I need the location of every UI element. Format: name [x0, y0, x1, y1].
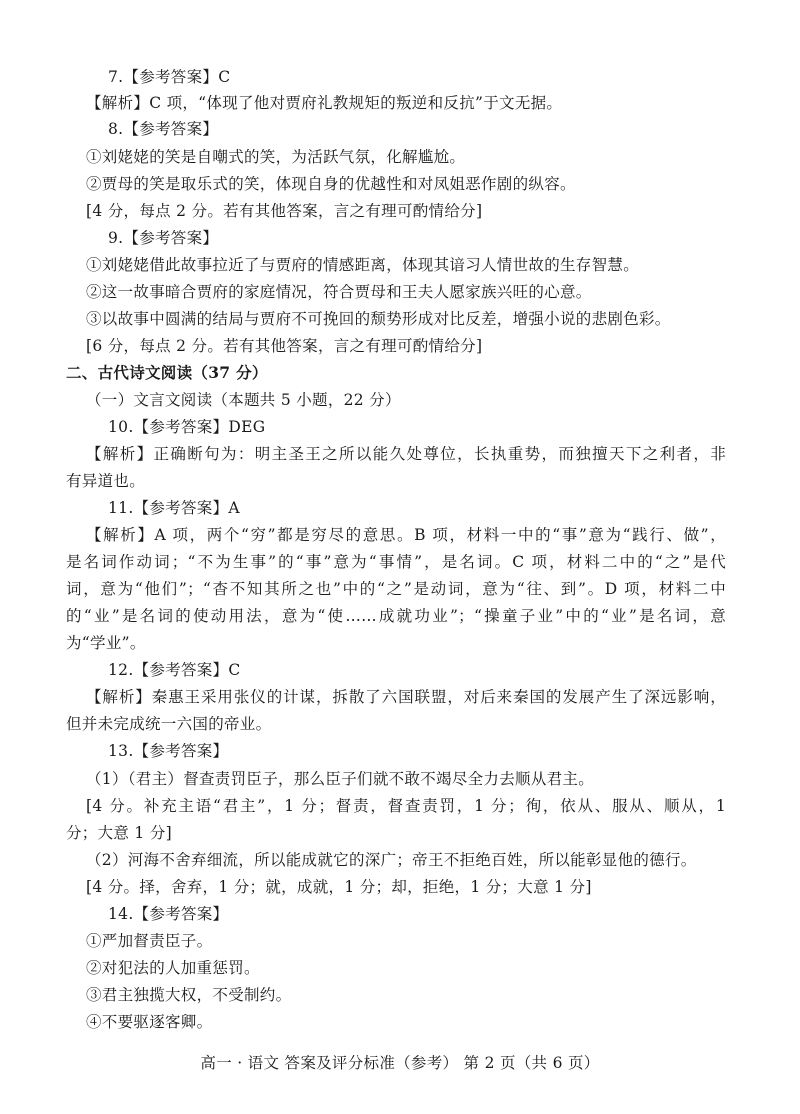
- q9-answer: 9.【参考答案】: [108, 229, 219, 247]
- q8-point-1: ①刘姥姥的笑是自嘲式的笑，为活跃气氛，化解尴尬。: [86, 148, 466, 166]
- q11-analysis-line-5: 为“学业”。: [66, 634, 146, 652]
- q8-point-2: ②贾母的笑是取乐式的笑，体现自身的优越性和对凤姐恶作剧的纵容。: [86, 175, 576, 193]
- q13-part-2-scoring: [4 分。择，舍弃，1 分；就，成就，1 分；却，拒绝，1 分；大意 1 分]: [86, 878, 592, 896]
- q10-analysis-line-1: 【解析】正确断句为：明主圣王之所以能久处尊位，长执重势，而独擅天下之利者，非: [86, 445, 726, 463]
- q12-analysis-line-1: 【解析】秦惠王采用张仪的计谋，拆散了六国联盟，对后来秦国的发展产生了深远影响，: [86, 688, 726, 706]
- q9-point-1: ①刘姥姥借此故事拉近了与贾府的情感距离，体现其谙习人情世故的生存智慧。: [86, 256, 640, 274]
- q7-analysis: 【解析】C 项，“体现了他对贾府礼教规矩的叛逆和反抗”于文无据。: [86, 94, 563, 112]
- q11-analysis-line-2: 是名词作动词；“不为生事”的“事”意为“事情”，是名词。C 项，材料二中的“之”是代: [66, 553, 726, 571]
- section-heading: 二、古代诗文阅读（37 分）: [66, 363, 268, 382]
- q9-point-3: ③以故事中圆满的结局与贾府不可挽回的颓势形成对比反差，增强小说的悲剧色彩。: [86, 310, 671, 328]
- q10-analysis-line-2: 有异道也。: [66, 472, 146, 490]
- q11-analysis-line-1: 【解析】A 项，两个“穷”都是穷尽的意思。B 项，材料一中的“事”意为“践行、做”，: [86, 526, 726, 544]
- q9-point-2: ②这一故事暗合贾府的家庭情况，符合贾母和王夫人愿家族兴旺的心意。: [86, 283, 592, 301]
- subsection-heading: （一）文言文阅读（本题共 5 小题，22 分）: [86, 391, 401, 409]
- page-footer: 高一 · 语文 答案及评分标准（参考） 第 2 页（共 6 页）: [200, 1054, 600, 1072]
- q8-answer: 8.【参考答案】: [108, 120, 219, 138]
- q13-part-2: （2）河海不舍弃细流，所以能成就它的深广；帝王不拒绝百姓，所以能彰显他的德行。: [86, 851, 697, 869]
- q9-scoring: [6 分，每点 2 分。若有其他答案，言之有理可酌情给分]: [86, 337, 483, 355]
- q13-part-1-scoring-line-2: 分；大意 1 分]: [66, 824, 172, 842]
- q14-point-3: ③君主独揽大权，不受制约。: [86, 986, 292, 1004]
- q12-analysis-line-2: 但并未完成统一六国的帝业。: [66, 715, 272, 733]
- q12-answer: 12.【参考答案】C: [108, 661, 241, 679]
- q14-point-4: ④不要驱逐客卿。: [86, 1013, 213, 1031]
- q13-part-1: （1）（君主）督查责罚臣子，那么臣子们就不敢不竭尽全力去顺从君主。: [86, 770, 595, 788]
- q14-point-1: ①严加督责臣子。: [86, 932, 213, 950]
- q11-analysis-line-3: 词，意为“他们”；“杳不知其所之也”中的“之”是动词，意为“往、到”。D 项，材料二中: [66, 580, 726, 598]
- q8-scoring: [4 分，每点 2 分。若有其他答案，言之有理可酌情给分]: [86, 202, 483, 220]
- q14-answer: 14.【参考答案】: [108, 905, 229, 923]
- q13-answer: 13.【参考答案】: [108, 742, 229, 760]
- q11-answer: 11.【参考答案】A: [108, 499, 240, 517]
- q7-answer: 7.【参考答案】C: [108, 68, 231, 86]
- q11-analysis-line-4: 的“业”是名词的使动用法，意为“使……成就功业”；“操童子业”中的“业”是名词，意: [66, 607, 726, 625]
- q14-point-2: ②对犯法的人加重惩罚。: [86, 959, 260, 977]
- q10-answer: 10.【参考答案】DEG: [108, 418, 266, 436]
- q13-part-1-scoring-line-1: [4 分。补充主语“君主”，1 分；督责，督查责罚，1 分；徇，依从、服从、顺从，1: [86, 797, 726, 815]
